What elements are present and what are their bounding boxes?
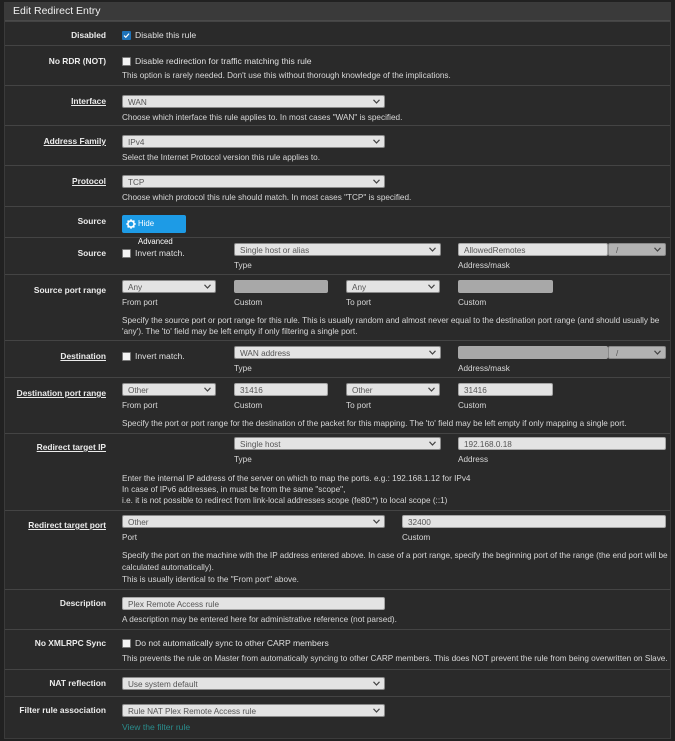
disabled-label: Disabled: [71, 30, 106, 40]
source-address-sub: Address/mask: [458, 261, 510, 270]
source-type-select[interactable]: [234, 243, 441, 256]
edit-redirect-panel: [4, 2, 671, 739]
redirect-port-value: Other: [128, 518, 149, 527]
row-address-family: [5, 125, 670, 165]
chevron-down-icon: [204, 384, 211, 396]
row-destination: [5, 340, 670, 377]
row-description: [5, 589, 670, 629]
filter-rule-value: Rule NAT Plex Remote Access rule: [128, 707, 257, 716]
dest-port-to-sub: To port: [346, 401, 372, 410]
redirect-port-select[interactable]: [122, 515, 385, 528]
source-port-custom1-sub: Custom: [234, 298, 263, 307]
destination-address-sub: Address/mask: [458, 364, 510, 373]
redirect-ip-help-1: Enter the internal IP address of the server on which to map the ports. e.g.: 192.168.1.12 for IPv4: [122, 474, 471, 483]
dest-port-to-value: Other: [352, 386, 373, 395]
noxmlrpc-checkbox[interactable]: [122, 639, 131, 648]
panel-heading: [5, 3, 670, 21]
nordr-label: No RDR (NOT): [48, 56, 106, 66]
destination-type-value: WAN address: [240, 349, 291, 358]
interface-select[interactable]: [122, 95, 385, 108]
nat-reflection-value: Use system default: [128, 680, 198, 689]
source-address-input[interactable]: AllowedRemotes: [458, 243, 608, 256]
gear-icon: [126, 219, 136, 229]
noxmlrpc-label: No XMLRPC Sync: [34, 638, 106, 648]
protocol-help: Choose which protocol this rule should match. In most cases "TCP" is specified.: [122, 193, 412, 202]
destination-mask-select[interactable]: [608, 346, 666, 359]
chevron-down-icon: [204, 281, 211, 293]
view-filter-rule-link[interactable]: View the filter rule: [122, 722, 191, 732]
dest-port-custom2-input[interactable]: 31416: [458, 383, 553, 396]
hide-advanced-label: Hide Advanced: [138, 219, 173, 246]
redirect-ip-help-3: i.e. it is not possible to redirect from link-local addresses scope (fe80:*) to local scope (::1): [122, 496, 448, 505]
redirect-port-custom-sub: Custom: [402, 533, 431, 542]
interface-select-value: WAN: [128, 98, 147, 107]
chevron-down-icon: [373, 705, 380, 717]
row-source-port: [5, 274, 670, 340]
redirect-ip-label: Redirect target IP: [36, 442, 106, 452]
protocol-label: Protocol: [72, 176, 106, 186]
chevron-down-icon: [654, 244, 661, 256]
destination-type-select[interactable]: [234, 346, 441, 359]
disabled-checkbox[interactable]: [122, 31, 131, 40]
description-label: Description: [59, 598, 106, 608]
chevron-down-icon: [429, 244, 436, 256]
noxmlrpc-checkbox-label: Do not automatically sync to other CARP members: [135, 638, 329, 648]
source-port-to-select[interactable]: [346, 280, 440, 293]
source-port-label: Source port range: [33, 285, 106, 295]
row-filter-rule: [5, 696, 670, 738]
address-family-label: Address Family: [43, 136, 106, 146]
dest-port-from-sub: From port: [122, 401, 158, 410]
redirect-port-sub: Port: [122, 533, 138, 542]
nordr-checkbox-label: Disable redirection for traffic matching this rule: [135, 56, 312, 66]
redirect-ip-help-2: In case of IPv6 addresses, in must be from the same "scope",: [122, 485, 346, 494]
source-port-from-sub: From port: [122, 298, 158, 307]
dest-port-custom1-sub: Custom: [234, 401, 263, 410]
destination-label: Destination: [60, 351, 106, 361]
row-nat-reflection: [5, 669, 670, 696]
dest-port-from-select[interactable]: [122, 383, 216, 396]
chevron-down-icon: [373, 678, 380, 690]
row-source-advanced: [5, 206, 670, 246]
source-invert-label: Invert match.: [135, 248, 185, 258]
source-port-custom1-input[interactable]: [234, 280, 328, 293]
row-source: [5, 237, 670, 274]
address-family-help: Select the Internet Protocol version this rule applies to.: [122, 153, 320, 162]
source-mask-select[interactable]: [608, 243, 666, 256]
source-label: Source: [77, 248, 106, 258]
redirect-ip-address-sub: Address: [458, 455, 489, 464]
chevron-down-icon: [429, 438, 436, 450]
destination-invert-label: Invert match.: [135, 351, 185, 361]
row-nordr: [5, 45, 670, 85]
redirect-port-custom-input[interactable]: 32400: [402, 515, 666, 528]
nordr-help: This option is rarely needed. Don't use this without thorough knowledge of the implications.: [122, 71, 451, 80]
redirect-ip-address-input[interactable]: 192.168.0.18: [458, 437, 666, 450]
chevron-down-icon: [373, 136, 380, 148]
filter-rule-label: Filter rule association: [19, 705, 106, 715]
chevron-down-icon: [373, 176, 380, 188]
description-help: A description may be entered here for administrative reference (not parsed).: [122, 615, 397, 624]
dest-port-from-value: Other: [128, 386, 149, 395]
chevron-down-icon: [373, 516, 380, 528]
redirect-port-label: Redirect target port: [28, 520, 106, 530]
disabled-checkbox-label: Disable this rule: [135, 30, 197, 40]
row-redirect-ip: [5, 433, 670, 510]
panel-title: Edit Redirect Entry: [13, 5, 101, 17]
row-redirect-port: [5, 510, 670, 589]
description-input[interactable]: Plex Remote Access rule: [122, 597, 385, 610]
check-icon: [123, 32, 130, 39]
protocol-select-value: TCP: [128, 178, 145, 187]
interface-label: Interface: [71, 96, 106, 106]
source-port-help-1: Specify the source port or port range for this rule. This is usually random and almost never equal to the destination port range (and should usually be: [122, 316, 660, 325]
redirect-ip-type-value: Single host: [240, 440, 281, 449]
row-interface: [5, 85, 670, 125]
source-port-to-sub: To port: [346, 298, 372, 307]
row-disabled: [5, 21, 670, 45]
nat-reflection-label: NAT reflection: [49, 678, 106, 688]
source-port-from-select[interactable]: [122, 280, 216, 293]
dest-port-help: Specify the port or port range for the destination of the packet for this mapping. The 'to' field may be left empty if only mapping a single port.: [122, 419, 627, 428]
redirect-ip-type-select[interactable]: [234, 437, 441, 450]
noxmlrpc-help: This prevents the rule on Master from automatically syncing to other CARP members. This does NOT prevent the rule from being overwritten on Slave.: [122, 654, 668, 663]
dest-port-custom1-input[interactable]: 31416: [234, 383, 328, 396]
source-adv-label: Source: [77, 216, 106, 226]
row-protocol: [5, 165, 670, 206]
source-type-sub: Type: [234, 261, 252, 270]
source-invert-checkbox[interactable]: [122, 249, 131, 258]
nat-reflection-select[interactable]: [122, 677, 385, 690]
source-port-custom2-sub: Custom: [458, 298, 487, 307]
chevron-down-icon: [429, 347, 436, 359]
hide-advanced-button[interactable]: [122, 215, 186, 246]
destination-type-sub: Type: [234, 364, 252, 373]
dest-port-to-select[interactable]: [346, 383, 440, 396]
source-port-help-2: 'any'). The 'to' field may be left empty if only filtering a single port.: [122, 327, 358, 336]
chevron-down-icon: [654, 347, 661, 359]
redirect-ip-type-sub: Type: [234, 455, 252, 464]
source-port-from-value: Any: [128, 283, 143, 292]
chevron-down-icon: [373, 96, 380, 108]
source-type-value: Single host or alias: [240, 246, 310, 255]
address-family-select-value: IPv4: [128, 138, 145, 147]
chevron-down-icon: [428, 281, 435, 293]
chevron-down-icon: [428, 384, 435, 396]
row-dest-port: [5, 377, 670, 433]
redirect-port-help-1: Specify the port on the machine with the IP address entered above. In case of a port range, specify the beginning port of the range (the end port will be: [122, 551, 668, 560]
source-mask-value: /: [616, 246, 619, 255]
nordr-checkbox[interactable]: [122, 57, 131, 66]
filter-rule-select[interactable]: [122, 704, 385, 717]
address-family-select[interactable]: [122, 135, 385, 148]
destination-mask-value: /: [616, 349, 619, 358]
source-port-to-value: Any: [352, 283, 367, 292]
row-noxmlrpc: [5, 629, 670, 669]
destination-invert-checkbox[interactable]: [122, 352, 131, 361]
interface-help: Choose which interface this rule applies to. In most cases "WAN" is specified.: [122, 113, 403, 122]
redirect-port-help-2: calculated automatically).: [122, 563, 214, 572]
protocol-select[interactable]: [122, 175, 385, 188]
dest-port-label: Destination port range: [16, 388, 106, 398]
source-port-custom2-input[interactable]: [458, 280, 553, 293]
redirect-port-help-3: This is usually identical to the "From port" above.: [122, 575, 299, 584]
destination-address-input[interactable]: [458, 346, 608, 359]
dest-port-custom2-sub: Custom: [458, 401, 487, 410]
